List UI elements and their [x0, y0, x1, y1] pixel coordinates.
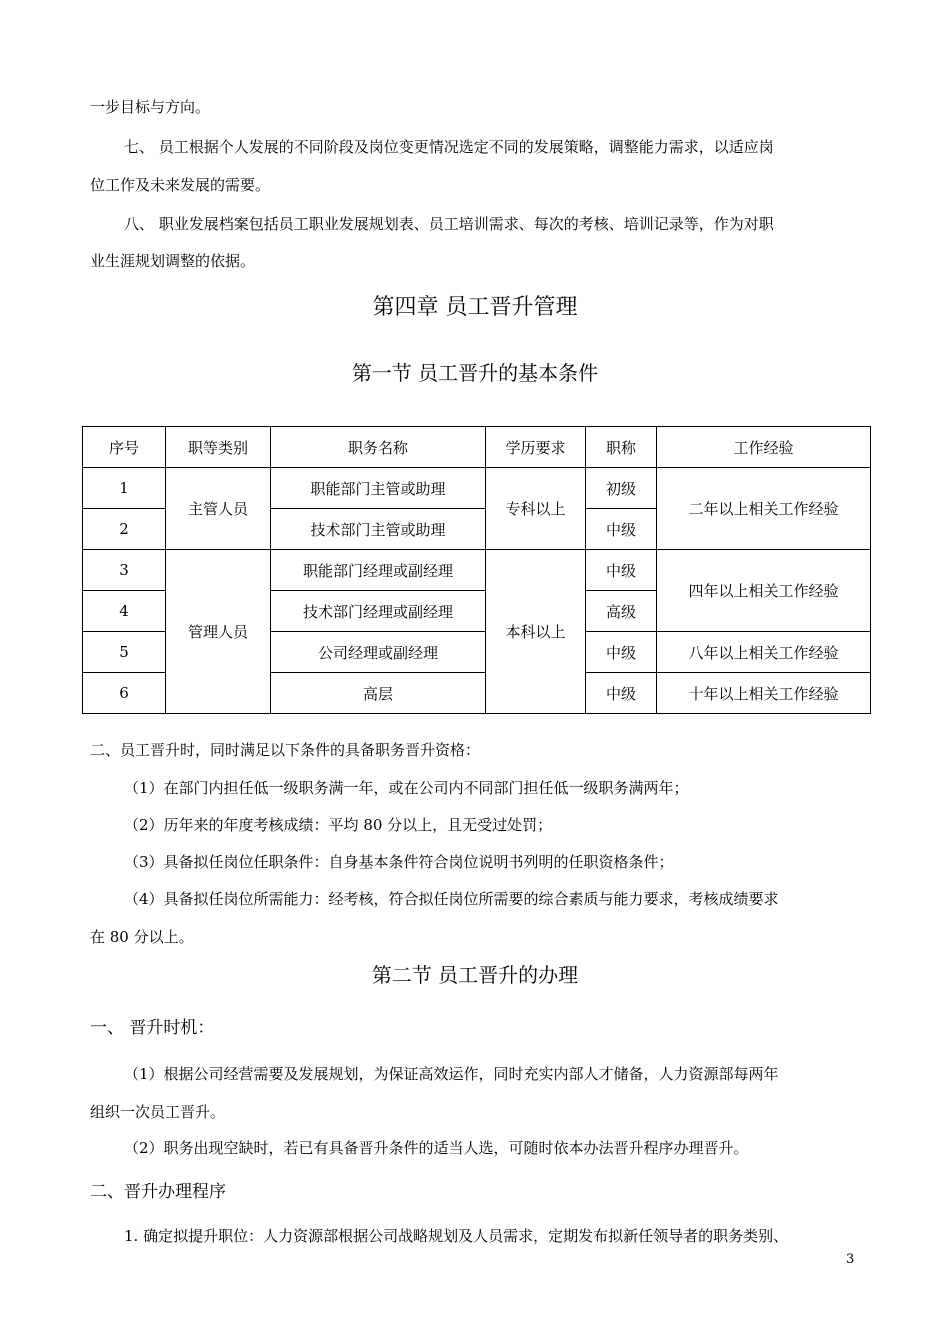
paragraph-line: 业生涯规划调整的依据。 — [90, 252, 256, 270]
row-number: 5 — [83, 632, 166, 673]
professional-title: 中级 — [586, 632, 657, 673]
work-experience: 八年以上相关工作经验 — [657, 632, 871, 673]
work-experience: 二年以上相关工作经验 — [657, 468, 871, 550]
professional-title: 中级 — [586, 509, 657, 550]
professional-title: 初级 — [586, 468, 657, 509]
header-cell: 职务名称 — [271, 427, 486, 468]
row-number: 1 — [83, 468, 166, 509]
condition-item: （1）在部门内担任低一级职务满一年，或在公司内不同部门担任低一级职务满两年； — [124, 779, 689, 797]
professional-title: 中级 — [586, 550, 657, 591]
conditions-intro: 二、员工晋升时，同时满足以下条件的具备职务晋升资格： — [90, 741, 481, 759]
timing-heading: 一、 晋升时机： — [90, 1018, 215, 1038]
grade-category: 管理人员 — [166, 550, 271, 714]
condition-item-continuation: 在 80 分以上。 — [90, 928, 194, 946]
professional-title: 高级 — [586, 591, 657, 632]
section-title: 第二节 员工晋升的办理 — [371, 963, 579, 987]
timing-item: （1）根据公司经营需要及发展规划，为保证高效运作，同时充实内部人才储备，人力资源部每两年 — [124, 1065, 779, 1083]
table-row — [83, 550, 871, 591]
timing-item-continuation: 组织一次员工晋升。 — [90, 1103, 226, 1121]
work-experience: 四年以上相关工作经验 — [657, 550, 871, 632]
condition-item: （3）具备拟任岗位任职条件：自身基本条件符合岗位说明书列明的任职资格条件； — [124, 853, 674, 871]
header-cell: 职称 — [586, 427, 657, 468]
header-cell: 职等类别 — [166, 427, 271, 468]
education-requirement: 本科以上 — [486, 550, 586, 714]
grade-category: 主管人员 — [166, 468, 271, 550]
position-name: 公司经理或副经理 — [271, 632, 486, 673]
timing-item: （2）职务出现空缺时，若已有具备晋升条件的适当人选，可随时依本办法晋升程序办理晋升。 — [124, 1139, 749, 1157]
header-cell: 工作经验 — [657, 427, 871, 468]
position-name: 职能部门经理或副经理 — [271, 550, 486, 591]
paragraph-line: 七、 员工根据个人发展的不同阶段及岗位变更情况选定不同的发展策略，调整能力需求，以适应岗 — [124, 138, 774, 156]
work-experience: 十年以上相关工作经验 — [657, 673, 871, 714]
professional-title: 中级 — [586, 673, 657, 714]
row-number: 4 — [83, 591, 166, 632]
section-title: 第一节 员工晋升的基本条件 — [351, 361, 599, 385]
row-number: 6 — [83, 673, 166, 714]
position-name: 技术部门经理或副经理 — [271, 591, 486, 632]
chapter-title: 第四章 员工晋升管理 — [372, 295, 578, 320]
position-name: 高层 — [271, 673, 486, 714]
table-header-row — [83, 427, 871, 468]
procedure-item: 1. 确定拟提升职位：人力资源部根据公司战略规划及人员需求，定期发布拟新任领导者的职务类别、 — [124, 1227, 789, 1245]
table-row — [83, 468, 871, 509]
procedure-heading: 二、晋升办理程序 — [90, 1182, 226, 1202]
paragraph-line: 位工作及未来发展的需要。 — [90, 176, 271, 194]
header-cell: 序号 — [83, 427, 166, 468]
position-name: 技术部门主管或助理 — [271, 509, 486, 550]
page-number: 3 — [846, 1252, 855, 1267]
condition-item: （4）具备拟任岗位所需能力：经考核，符合拟任岗位所需要的综合素质与能力要求，考核成绩要求 — [124, 890, 779, 908]
condition-item: （2）历年来的年度考核成绩：平均 80 分以上，且无受过处罚； — [124, 816, 553, 834]
education-requirement: 专科以上 — [486, 468, 586, 550]
paragraph-line: 一步目标与方向。 — [90, 98, 211, 116]
paragraph-line: 八、 职业发展档案包括员工职业发展规划表、员工培训需求、每次的考核、培训记录等，作为对职 — [124, 215, 774, 233]
position-name: 职能部门主管或助理 — [271, 468, 486, 509]
row-number: 3 — [83, 550, 166, 591]
header-cell: 学历要求 — [486, 427, 586, 468]
row-number: 2 — [83, 509, 166, 550]
promotion-conditions-table — [82, 426, 871, 714]
